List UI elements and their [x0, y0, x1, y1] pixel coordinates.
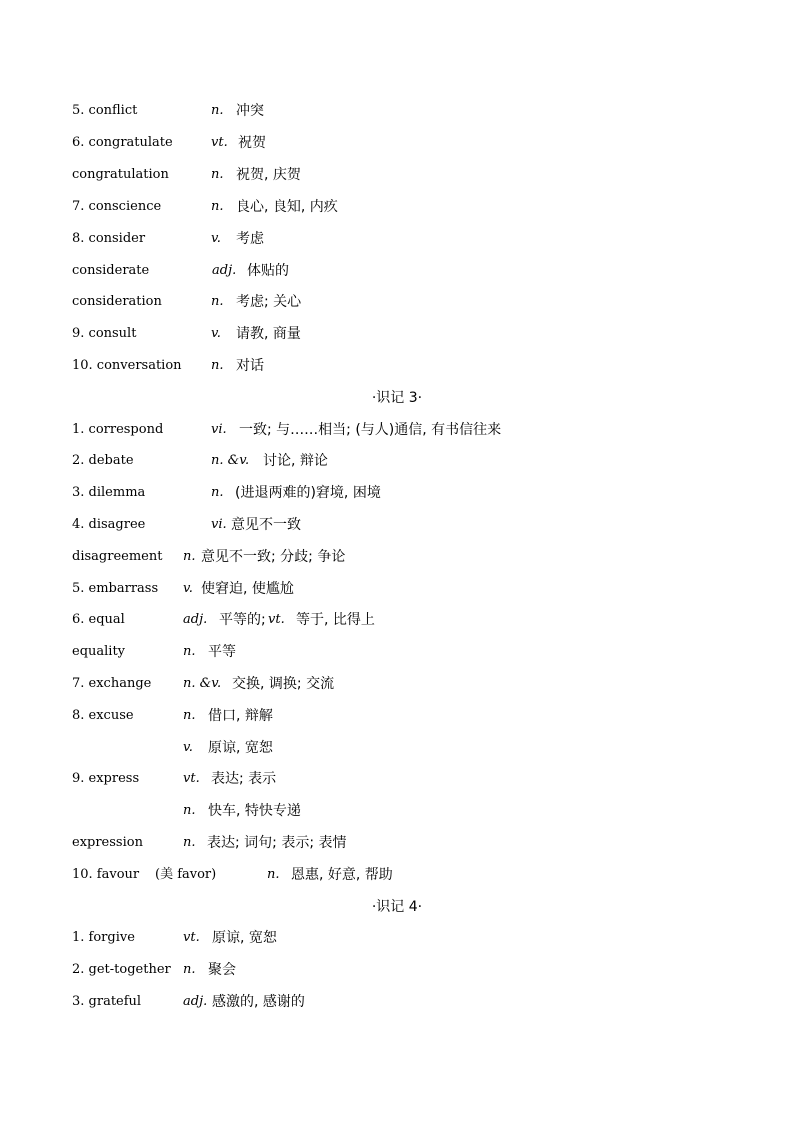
entry-meaning: 良心, 良知, 内疚 [236, 199, 338, 215]
section-heading: ·识记 4· [371, 899, 423, 915]
vocab-entry [72, 991, 772, 1013]
entry-meaning: 祝贺 [238, 135, 266, 151]
vocab-entry [72, 450, 772, 472]
entry-pos: vt. [183, 771, 200, 786]
entry-pos: n. [211, 103, 224, 118]
entry-meaning: 平等的; [219, 612, 266, 628]
vocab-entry [72, 768, 772, 790]
entry-meaning: 讨论, 辩论 [263, 453, 328, 469]
entry-pos: vt. [211, 135, 228, 150]
entry-word: congratulation [72, 167, 169, 182]
vocab-entry [72, 927, 772, 949]
vocab-entry [72, 705, 772, 727]
entry-word: considerate [72, 263, 150, 278]
entry-word: 5. embarrass [72, 581, 159, 596]
entry-meaning: 表达; 表示 [211, 771, 277, 787]
entry-word: 6. congratulate [72, 135, 173, 150]
entry-word: 1. forgive [72, 930, 135, 945]
vocab-entry [72, 164, 772, 186]
entry-meaning: 原谅, 宽恕 [212, 930, 277, 946]
entry-pos: n. [211, 358, 224, 373]
entry-word: 3. dilemma [72, 485, 146, 500]
entry-pos: adj. [212, 263, 237, 278]
vocab-entry [72, 578, 772, 600]
vocab-entry [72, 196, 772, 218]
vocab-entry [72, 228, 772, 250]
vocab-entry [72, 323, 772, 345]
entry-pos: n. [183, 549, 196, 564]
entry-word: 9. consult [72, 326, 137, 341]
vocab-entry [72, 673, 772, 695]
entry-meaning: 平等 [208, 644, 236, 660]
entry-pos: n. [211, 199, 224, 214]
vocab-entry [72, 864, 772, 886]
entry-word: 1. correspond [72, 422, 164, 437]
entry-word: 4. disagree [72, 517, 146, 532]
entry-word: 3. grateful [72, 994, 142, 1009]
entry-meaning: 聚会 [208, 962, 236, 978]
entry-pos: adj. [183, 612, 208, 627]
entry-pos: v. [211, 326, 221, 341]
entry-meaning: 请教, 商量 [236, 326, 301, 342]
vocab-entry [72, 609, 772, 631]
entry-word: equality [72, 644, 126, 659]
vocab-entry [72, 641, 772, 663]
vocab-entry [72, 514, 772, 536]
entry-meaning: 借口, 辩解 [208, 708, 273, 724]
entry-word: 9. express [72, 771, 140, 786]
entry-word: 7. conscience [72, 199, 162, 214]
vocab-entry [72, 132, 772, 154]
entry-meaning: (进退两难的)窘境, 困境 [235, 485, 381, 501]
entry-meaning: 考虑; 关心 [236, 294, 302, 310]
entry-pos: vi. [211, 422, 227, 437]
entry-meaning: 冲突 [236, 103, 264, 119]
entry-pos: n. [183, 835, 196, 850]
entry-pos: n. [183, 708, 196, 723]
entry-meaning: 快车, 特快专递 [208, 803, 301, 819]
vocab-entry [72, 546, 772, 568]
entry-pos: vi. [211, 517, 227, 532]
section-heading: ·识记 3· [371, 390, 423, 406]
entry-pos: n. [183, 962, 196, 977]
entry-pos: v. [211, 231, 221, 246]
entry-pos: n. [183, 803, 196, 818]
vocab-entry [72, 419, 772, 441]
entry-word: 6. equal [72, 612, 125, 627]
entry-pos: n. [211, 167, 224, 182]
entry-word: disagreement [72, 549, 163, 564]
entry-meaning: 对话 [236, 358, 264, 374]
vocab-entry [72, 737, 772, 759]
entry-word: 10. conversation [72, 358, 182, 373]
entry-pos: vt. [183, 930, 200, 945]
entry-meaning: 使窘迫, 使尴尬 [201, 581, 294, 597]
entry-pos: n. [211, 485, 224, 500]
entry-pos: n. [183, 644, 196, 659]
vocab-entry [72, 832, 772, 854]
entry-meaning: 一致; 与……相当; (与人)通信, 有书信往来 [239, 422, 502, 438]
entry-meaning: 意见不一致 [231, 517, 301, 533]
entry-meaning-secondary: 等于, 比得上 [296, 612, 375, 628]
entry-word: 10. favour [72, 867, 140, 882]
entry-meaning: 体贴的 [247, 263, 289, 279]
vocab-entry [72, 260, 772, 282]
entry-word: 2. debate [72, 453, 134, 468]
entry-meaning: 原谅, 宽恕 [208, 740, 273, 756]
vocab-entry [72, 291, 772, 313]
vocab-entry [72, 482, 772, 504]
entry-word: 8. consider [72, 231, 146, 246]
entry-pos: n. [267, 867, 280, 882]
entry-meaning: 交换, 调换; 交流 [232, 676, 335, 692]
entry-pos: n. &v. [211, 453, 250, 468]
entry-meaning: 感激的, 感谢的 [212, 994, 305, 1010]
entry-pos: n. [211, 294, 224, 309]
entry-pos: adj. [183, 994, 208, 1009]
entry-pos: v. [183, 740, 193, 755]
entry-pos: v. [183, 581, 193, 596]
entry-meaning: 恩惠, 好意, 帮助 [291, 867, 393, 883]
entry-pos-secondary: vt. [268, 612, 285, 627]
vocab-entry [72, 100, 772, 122]
entry-meaning: 表达; 词句; 表示; 表情 [207, 835, 347, 851]
entry-word: 8. excuse [72, 708, 134, 723]
entry-pos: n. &v. [183, 676, 222, 691]
entry-meaning: 意见不一致; 分歧; 争论 [201, 549, 346, 565]
entry-word: 5. conflict [72, 103, 138, 118]
vocab-entry [72, 800, 772, 822]
entry-word: 2. get-together [72, 962, 171, 977]
entry-word: expression [72, 835, 143, 850]
entry-meaning: 祝贺, 庆贺 [236, 167, 301, 183]
entry-note: (美 favor) [155, 867, 217, 882]
entry-meaning: 考虑 [236, 231, 264, 247]
entry-word: consideration [72, 294, 162, 309]
entry-word: 7. exchange [72, 676, 152, 691]
vocab-entry [72, 959, 772, 981]
vocab-entry [72, 355, 772, 377]
